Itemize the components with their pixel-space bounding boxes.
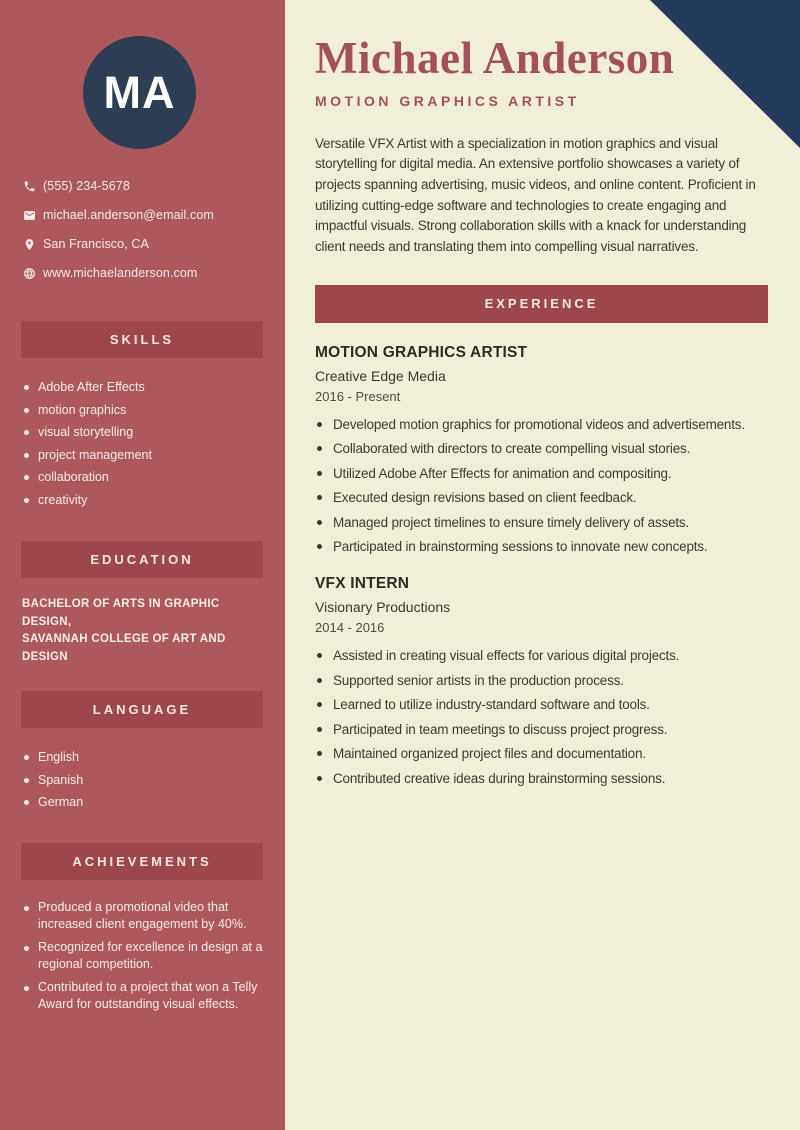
experience-entry (315, 575, 768, 786)
job-title: MOTION GRAPHICS ARTIST (315, 92, 580, 109)
skill-item: Adobe After Effects (24, 379, 269, 395)
education-degree-line: DESIGN (22, 650, 68, 663)
experience-company: Visionary Productions (315, 599, 451, 616)
experience-role: MOTION GRAPHICS ARTIST (315, 343, 528, 361)
contact-row-location (22, 235, 285, 253)
contact-row-website[interactable] (22, 264, 285, 282)
avatar-initials: MA (103, 66, 176, 118)
education-degree-line: BACHELOR OF ARTS IN GRAPHIC DESIGN, (22, 598, 220, 628)
experience-bullet: Supported senior artists in the production process. (315, 673, 775, 688)
experience-bullet: Utilized Adobe After Effects for animation and compositing. (315, 466, 775, 481)
education-degree-line: SAVANNAH COLLEGE OF ART AND (22, 633, 226, 645)
achievement-item: Contributed to a project that won a Telly Award for outstanding visual effects. (24, 979, 266, 1013)
experience-bullet: Developed motion graphics for promotional videos and advertisements. (315, 417, 775, 432)
education-degree (22, 596, 267, 666)
experience-bullet: Collaborated with directors to create compelling visual stories. (315, 441, 775, 456)
experience-bullet: Learned to utilize industry-standard software and tools. (315, 697, 775, 712)
skills-section-header: SKILLS (21, 321, 263, 358)
language-item: English (24, 749, 269, 765)
main-content (285, 0, 800, 1130)
contact-section (0, 177, 285, 293)
achievement-item: Recognized for excellence in design at a regional competition. (24, 939, 266, 973)
contact-row-phone (22, 177, 285, 195)
globe-icon (22, 266, 36, 280)
experience-bullet: Participated in team meetings to discuss project progress. (315, 722, 775, 737)
achievements-section-header: ACHIEVEMENTS (21, 843, 263, 880)
skill-item: visual storytelling (24, 424, 269, 440)
experience-bullet: Executed design revisions based on client feedback. (315, 490, 775, 505)
sidebar (0, 0, 285, 1130)
contact-email[interactable]: michael.anderson@email.com (43, 208, 214, 222)
experience-company: Creative Edge Media (315, 367, 446, 384)
skills-list (24, 379, 269, 515)
language-item: German (24, 794, 269, 810)
skill-item: collaboration (24, 469, 269, 485)
experience-dates: 2016 - Present (315, 388, 401, 404)
skill-item: project management (24, 447, 269, 463)
avatar (83, 36, 196, 149)
contact-row-email[interactable] (22, 206, 285, 224)
language-section-header: LANGUAGE (21, 691, 263, 728)
experience-section-header: EXPERIENCE (315, 285, 768, 323)
phone-icon (22, 179, 36, 193)
contact-location: San Francisco, CA (43, 237, 149, 251)
profile-summary: Versatile VFX Artist with a specialization in motion graphics and visual storytelling for digital media. An extensive portfolio showcases a variety of projects spanning advertising, music videos, and online content. Proficient in utilizing cutting-edge software and technologies to create engaging and impactful visuals. Strong collaboration skills with a knack for understanding client needs and translating them into compelling visual narratives. (315, 135, 756, 255)
achievement-item: Produced a promotional video that increased client engagement by 40%. (24, 899, 266, 933)
experience-entry (315, 344, 768, 555)
contact-website[interactable]: www.michaelanderson.com (43, 266, 198, 280)
contact-phone: (555) 234-5678 (43, 179, 130, 193)
experience-dates: 2014 - 2016 (315, 620, 385, 636)
email-icon (22, 208, 36, 222)
language-item: Spanish (24, 772, 269, 788)
language-list (24, 749, 269, 817)
experience-bullet: Maintained organized project files and documentation. (315, 746, 775, 761)
skill-item: creativity (24, 492, 269, 508)
experience-bullet: Participated in brainstorming sessions to innovate new concepts. (315, 539, 775, 554)
skill-item: motion graphics (24, 402, 269, 418)
achievements-list (24, 899, 269, 1019)
person-name: Michael Anderson (315, 33, 675, 83)
experience-bullets (315, 648, 775, 786)
experience-bullet: Contributed creative ideas during brainstorming sessions. (315, 771, 775, 786)
experience-bullet: Assisted in creating visual effects for various digital projects. (315, 648, 775, 663)
experience-bullets (315, 417, 775, 555)
experience-role: VFX INTERN (315, 575, 410, 593)
education-section-header: EDUCATION (21, 541, 263, 578)
experience-bullet: Managed project timelines to ensure timely delivery of assets. (315, 515, 775, 530)
location-pin-icon (22, 237, 36, 251)
